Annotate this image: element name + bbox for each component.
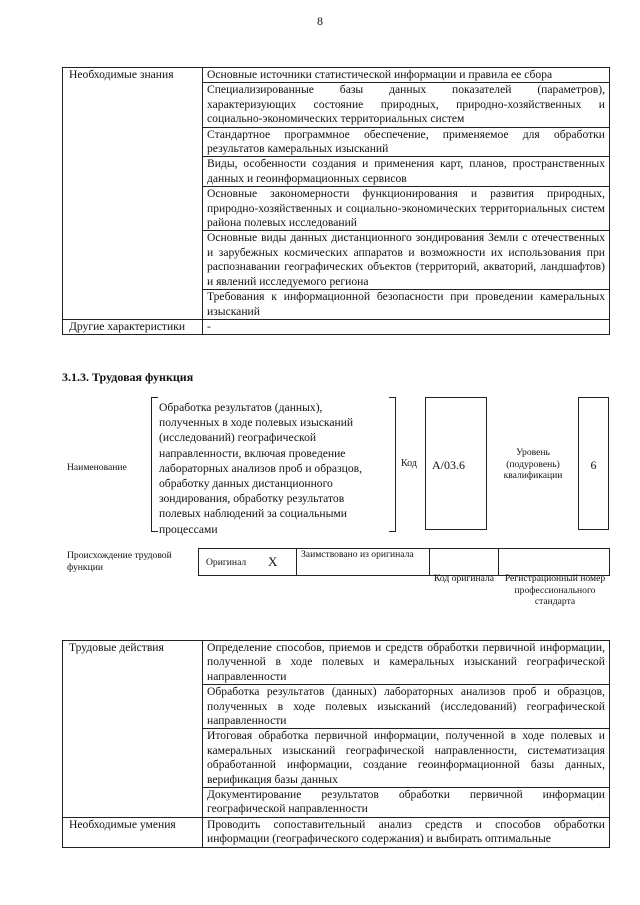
level-value: 6 xyxy=(590,458,597,472)
action-item: Обработка результатов (данных) лабораторных анализов проб и образцов, полученных в ходе полевых изысканий (исследований) географической направленности xyxy=(203,685,610,729)
knowledge-table xyxy=(62,67,610,335)
actions-label: Трудовые действия xyxy=(63,641,203,818)
knowledge-item: Специализированные базы данных показателей (параметров), характеризующих состояние природных, природно-хозяйственных и социально-экономических территориальных систем xyxy=(203,83,610,127)
section-heading: 3.1.3. Трудовая функция xyxy=(62,370,194,384)
skill-item: Проводить сопоставительный анализ средств и способов обработки информации (географического содержания) и выбирать оптимальные xyxy=(203,817,610,847)
knowledge-item: Стандартное программное обеспечение, применяемое для обработки результатов камеральных изысканий xyxy=(203,127,610,157)
knowledge-item: Виды, особенности создания и применения карт, планов, пространственных данных и геоинформационных сервисов xyxy=(203,157,610,187)
knowledge-label: Необходимые знания xyxy=(63,68,203,320)
action-item: Итоговая обработка первичной информации, полученной в ходе полевых и камеральных изысканий географической направленности, систематизация обработанной информации, создание геоинформационной базы данных, верификация базы данных xyxy=(203,729,610,788)
skills-label: Необходимые умения xyxy=(63,817,203,847)
actions-table xyxy=(62,640,610,848)
name-value: Обработка результатов (данных), полученных в ходе полевых изысканий (исследований) географической направленности, включая проведение лабораторных анализов проб и образцов, обработку данных дистанционного зондирования, обработку результатов полевых наблюдений за социальными процессами xyxy=(159,401,363,536)
other-characteristics-label: Другие характеристики xyxy=(63,319,203,334)
original-mark: X xyxy=(268,554,278,569)
reg-number-caption: Регистрационный номер профессионального стандарта xyxy=(504,573,606,607)
action-item: Определение способов, приемов и средств обработки первичной информации, полученной в ходе полевых и камеральных изысканий географической направленности xyxy=(203,641,610,685)
code-label: Код xyxy=(401,458,417,469)
original-code-caption: Код оригинала xyxy=(433,573,495,584)
action-item: Документирование результатов обработки первичной информации географической направленности xyxy=(203,788,610,818)
origin-label: Происхождение трудовой функции xyxy=(67,550,172,573)
knowledge-item: Основные источники статистической информации и правила ее сбора xyxy=(203,68,610,83)
original-label: Оригинал xyxy=(206,557,247,568)
code-value: A/03.6 xyxy=(432,458,465,472)
original-code-cell xyxy=(429,548,499,576)
level-label: Уровень (подуровень) квалификации xyxy=(503,447,563,481)
page-number: 8 xyxy=(317,14,323,28)
knowledge-item: Основные виды данных дистанционного зондирования Земли с отечественных и зарубежных космических аппаратов и возможности их использования при распознавании географических объектов (территорий, акваторий, ландшафтов) и явлений исследуемого региона xyxy=(203,231,610,290)
knowledge-item: Требования к информационной безопасности при проведении камеральных изысканий xyxy=(203,290,610,320)
name-label: Наименование xyxy=(67,462,127,473)
knowledge-item: Основные закономерности функционирования и развития природных, природно-хозяйственных и социально-экономических территориальных систем района полевых исследований xyxy=(203,187,610,231)
borrowed-label: Заимствовано из оригинала xyxy=(301,549,414,560)
other-characteristics-value: - xyxy=(203,319,610,334)
name-box xyxy=(151,397,396,536)
reg-number-cell xyxy=(498,548,610,576)
